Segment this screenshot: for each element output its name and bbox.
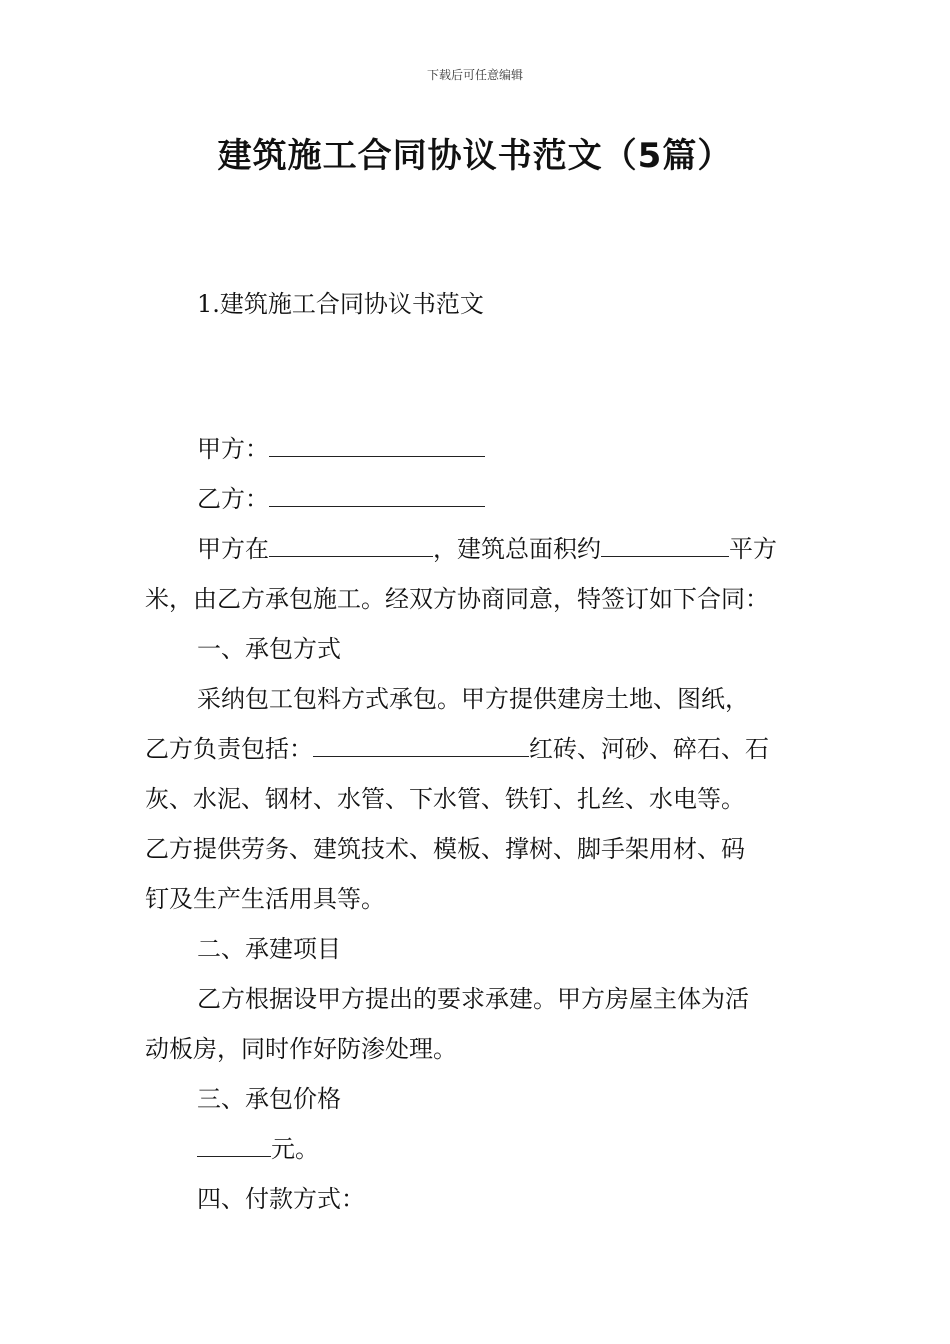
- paragraph-line: 钉及生产生活用具等。: [145, 885, 385, 913]
- clause-heading-1: 一、承包方式: [197, 635, 341, 663]
- price-blank: [197, 1124, 271, 1157]
- clause-heading-4: 四、付款方式：: [197, 1185, 365, 1213]
- contract-body: [145, 424, 810, 1224]
- area-blank: [601, 524, 729, 557]
- paragraph-line: 乙方提供劳务、建筑技术、模板、撑树、脚手架用材、码: [145, 835, 745, 863]
- text-segment: 乙方负责包括：: [145, 735, 313, 763]
- header-note: 下载后可任意编辑: [426, 68, 523, 82]
- price-line: [145, 1124, 810, 1174]
- clause-heading-2: 二、承建项目: [197, 935, 341, 963]
- party-b-line: [145, 474, 810, 524]
- paragraph-line: [145, 724, 810, 774]
- section-heading: 1.建筑施工合同协议书范文: [197, 290, 484, 318]
- party-a-blank: [269, 424, 485, 457]
- paragraph-line: 乙方根据设甲方提出的要求承建。甲方房屋主体为活: [197, 985, 749, 1013]
- text-segment: 红砖、河砂、碎石、石: [529, 735, 769, 763]
- clause-heading-3: 三、承包价格: [197, 1085, 341, 1113]
- paragraph-line: 采纳包工包料方式承包。甲方提供建房土地、图纸，: [197, 685, 749, 713]
- paragraph-line: [145, 524, 810, 574]
- location-blank: [269, 524, 433, 557]
- party-a-label: 甲方：: [197, 435, 269, 463]
- paragraph-line: 米，由乙方承包施工。经双方协商同意，特签订如下合同：: [145, 585, 769, 613]
- materials-blank: [313, 724, 529, 757]
- text-segment: 甲方在: [197, 535, 269, 563]
- paragraph-line: 动板房，同时作好防渗处理。: [145, 1035, 457, 1063]
- paragraph-line: 灰、水泥、钢材、水管、下水管、铁钉、扎丝、水电等。: [145, 785, 745, 813]
- price-suffix: 元。: [271, 1135, 319, 1163]
- document-title: 建筑施工合同协议书范文（5篇）: [217, 136, 733, 176]
- party-a-line: [145, 424, 810, 474]
- party-b-blank: [269, 474, 485, 507]
- text-segment: ，建筑总面积约: [433, 535, 601, 563]
- text-segment: 平方: [729, 535, 777, 563]
- party-b-label: 乙方：: [197, 485, 269, 513]
